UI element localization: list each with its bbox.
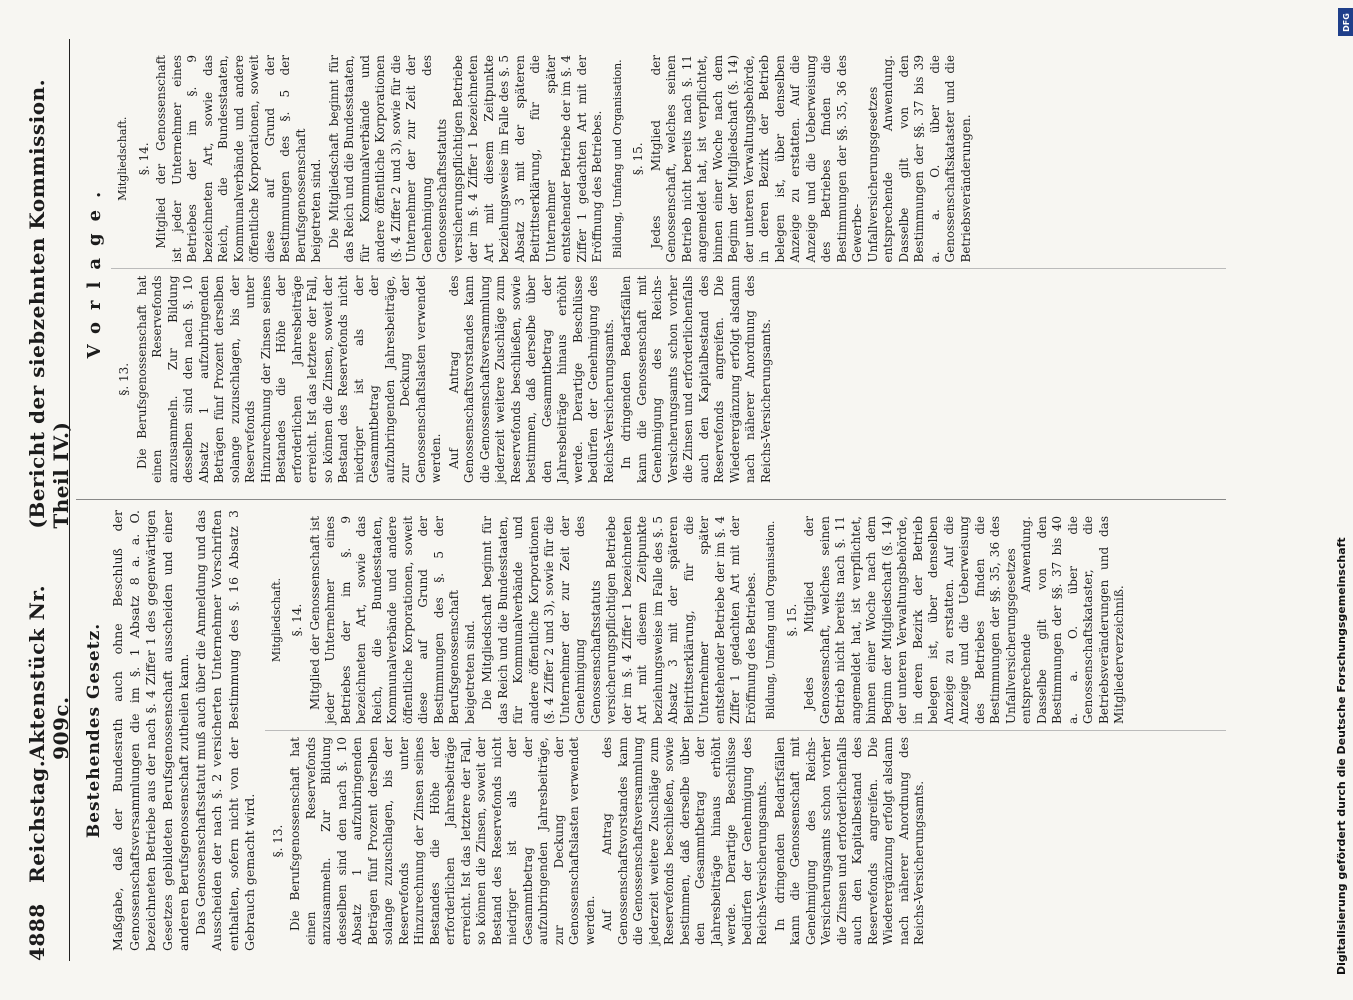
left-column-2 xyxy=(265,510,1227,731)
paragraph: Die Mitgliedschaft beginnt für das Reich und die Bundesstaaten, für Kommunalverbände und andere öffentliche Korporationen (§. 4 Ziffer 2 und 3), sowie für die Unternehmer der zur Zeit der Genehmigung des Genossenschaftsstatuts versicherungspflichtigen Betriebe der im §. 4 Ziffer 1 bezeichneten Art mit diesem Zeitpunkte beziehungsweise im Falle des §. 5 Absatz 3 mit der späteren Beitrittserklärung, für die Unternehmer später entstehender Betriebe der im §. 4 Ziffer 1 gedachten Art mit der Eröffnung des Betriebes. xyxy=(326,55,604,263)
report-title: (Bericht der siebzehnten Kommission. Theil IV.) xyxy=(25,78,73,529)
paragraph: Die Berufsgenossenschaft hat einen Reservefonds anzusammeln. Zur Bildung desselben sind den nach §. 10 Absatz 1 aufzubringenden Beträgen fünf Prozent derselben solange zuzuschlagen, bis der Reservefonds unter Hinzurechnung der Zinsen seines Bestandes die Höhe der erforderlichen Jahresbeiträge erreicht. Ist das letztere der Fall, so können die Zinsen, soweit der Bestand des Reservefonds nicht niedriger ist als der Gesammtbetrag der aufzubringenden Jahresbeiträge, zur Deckung der Genossenschaftslasten verwendet werden. xyxy=(134,275,443,483)
paragraph: Mitglied der Genossenschaft ist jeder Unternehmer eines Betriebes der im §. 9 bezeichneten Art, sowie das Reich, die Bundesstaaten, Kommunalverbände und andere öffentliche Korporationen, soweit diese auf Grund der Bestimmungen des §. 5 der Berufsgenossenschaft beigetreten sind. xyxy=(154,55,323,263)
page-number: 4888 xyxy=(25,903,49,961)
paragraph: Jedes Mitglied der Genossenschaft, welches seinen Betrieb nicht bereits nach §. 11 angemeldet hat, ist verpflichtet, binnen einer Woche nach dem Beginn der Mitgliedschaft (§. 14) der unteren Verwaltungsbehörde, in deren Bezirk der Betrieb belegen ist, über denselben Anzeige zu erstatten. Auf die Anzeige und die Ueberweisung des Betriebes finden die Bestimmungen der §§. 35, 36 des Unfallversicherungsgesetzes entsprechende Anwendung. Dasselbe gilt von den Bestimmungen der §§. 37 bis 40 a. a. O. über die Genossenschaftskataster, die Betriebsveränderungen und das Mitgliederverzeichniß. xyxy=(802,516,1126,724)
left-intro xyxy=(110,510,259,951)
intro-paragraph: Das Genossenschaftsstatut muß auch über die Anmeldung und das Ausscheiden der nach §. 2 versicherten Unternehmer Vorschriften enthalten, sofern nicht von der Bestimmung des §. 16 Absatz 3 Gebrauch gemacht wird. xyxy=(192,510,257,951)
right-half xyxy=(76,39,1226,500)
rotated-page xyxy=(25,25,1265,975)
document-number: Aktenstück Nr. 909c. xyxy=(25,584,73,760)
paragraph: Jedes Mitglied der Genossenschaft, welches seinen Betrieb nicht bereits nach §. 11 angemeldet hat, ist verpflichtet, binnen einer Woche nach dem Beginn der Mitgliedschaft (§. 14) der unteren Verwaltungsbehörde, in deren Bezirk der Betrieb belegen ist, über denselben Anzeige zu erstatten. Auf die Anzeige und die Ueberweisung des Betriebes finden die Bestimmungen der §§. 35, 36 des Gewerbe-Unfallversicherungsgesetzes entsprechende Anwendung. Dasselbe gilt von den Bestimmungen der §§. 37 bis 39 a. a. O. über die Genossenschaftskataster und die Betriebsveränderungen. xyxy=(648,55,973,263)
left-column-1 xyxy=(265,731,1227,951)
page-body xyxy=(76,39,1226,961)
left-half xyxy=(76,500,1226,961)
paragraph: Auf Antrag des Genossenschaftsvorstandes kann die Genossenschaftsversammlung jederzeit weitere Zuschläge zum Reservefonds beschließen, sowie bestimmen, daß derselbe über den Gesammtbetrag der Jahresbeiträge hinaus erhöht werde. Derartige Beschlüsse bedürfen der Genehmigung des Reichs-Versicherungsamts. xyxy=(446,275,616,483)
paragraph: In dringenden Bedarfsfällen kann die Genossenschaft mit Genehmigung des Reichs-Versicherungsamts schon vorher die Zinsen und erforderlichenfalls auch den Kapitalbestand des Reservefonds angreifen. Die Wiederergänzung erfolgt alsdann nach näherer Anordnung des Reichs-Versicherungsamts. xyxy=(619,275,773,483)
intro-paragraph: Maßgabe, daß der Bundesrath auch ohne Beschluß der Genossenschaftsversammlungen die im §. 1 Absatz 8 a. a. O. bezeichneten Betriebe aus der nach §. 4 Ziffer 1 des gegenwärtigen Gesetzes gebildeten Berufsgenossenschaft ausscheiden und einer anderen Berufsgenossenschaft zutheilen kann. xyxy=(110,510,191,951)
section-heading: §. 14. xyxy=(136,142,151,176)
paragraph: In dringenden Bedarfsfällen kann die Genossenschaft mit Genehmigung des Reichs-Versicherungsamts schon vorher die Zinsen und erforderlichenfalls auch den Kapitalbestand des Reservefonds angreifen. Die Wiederergänzung erfolgt alsdann nach näherer Anordnung des Reichs-Versicherungsamts. xyxy=(772,737,926,945)
paragraph: Auf Antrag des Genossenschaftsvorstandes kann die Genossenschaftsversammlung jederzeit weitere Zuschläge zum Reservefonds beschließen, sowie bestimmen, daß derselbe über den Gesammtbetrag der Jahresbeiträge hinaus erhöht werde. Derartige Beschlüsse bedürfen der Genehmigung des Reichs-Versicherungsamts. xyxy=(600,737,769,945)
digitization-note: Digitalisierung gefördert durch die Deutsche Forschungsgemeinschaft xyxy=(1335,537,1348,975)
section-subheading: Bildung, Umfang und Organisation. xyxy=(764,520,777,720)
section-heading: §. 15. xyxy=(631,142,645,176)
right-columns xyxy=(111,49,1226,489)
section-subheading: Mitgliedschaft. xyxy=(116,116,129,201)
left-columns xyxy=(265,510,1227,951)
header-left: Reichstag. xyxy=(25,759,49,883)
section-subheading: Bildung, Umfang und Organisation. xyxy=(610,59,624,259)
section-heading: §. 15. xyxy=(784,603,799,637)
section-heading: §. 13. xyxy=(270,824,285,858)
paragraph: Die Berufsgenossenschaft hat einen Reservefonds anzusammeln. Zur Bildung desselben sind den nach §. 10 Absatz 1 aufzubringenden Beträgen fünf Prozent derselben solange zuzuschlagen, bis der Reservefonds unter Hinzurechnung der Zinsen seines Bestandes die Höhe der erforderlichen Jahresbeiträge erreicht. Ist das letztere der Fall, so können die Zinsen, soweit der Bestand des Reservefonds nicht niedriger ist als der Gesammtbetrag der aufzubringenden Jahresbeiträge, zur Deckung der Genossenschaftslasten verwendet werden. xyxy=(288,737,597,945)
section-heading: §. 13. xyxy=(117,362,131,396)
dfg-logo-text: DFG xyxy=(1341,12,1351,32)
paragraph: Mitglied der Genossenschaft ist jeder Unternehmer eines Betriebes der im §. 9 bezeichneten Art, sowie das Reich, die Bundesstaaten, Kommunalverbände und andere öffentliche Korporationen, soweit diese auf Grund der Bestimmungen des §. 5 der Berufsgenossenschaft beigetreten sind. xyxy=(307,516,477,724)
left-title: Bestehendes Gesetz. xyxy=(84,622,104,839)
dfg-logo xyxy=(1338,8,1353,36)
section-heading: §. 14. xyxy=(290,603,304,637)
right-column-2 xyxy=(111,49,1226,270)
right-title: Vorlage. xyxy=(84,179,105,359)
paragraph: Die Mitgliedschaft beginnt für das Reich und die Bundesstaaten, für Kommunalverbände und andere öffentliche Korporationen (§. 4 Ziffer 2 und 3), sowie für die Unternehmer der zur Zeit der Genehmigung des Genossenschaftsstatuts versicherungspflichtigen Betriebe der im §. 4 Ziffer 1 bezeichneten Art mit diesem Zeitpunkte beziehungsweise im Falle des §. 5 Absatz 3 mit der späteren Beitrittserklärung, für die Unternehmer später entstehender Betriebe der im §. 4 Ziffer 1 gedachten Art mit der Eröffnung des Betriebes. xyxy=(480,516,758,724)
page-header xyxy=(25,39,73,961)
right-column-1 xyxy=(111,270,1226,490)
section-subheading: Mitgliedschaft. xyxy=(269,577,283,663)
